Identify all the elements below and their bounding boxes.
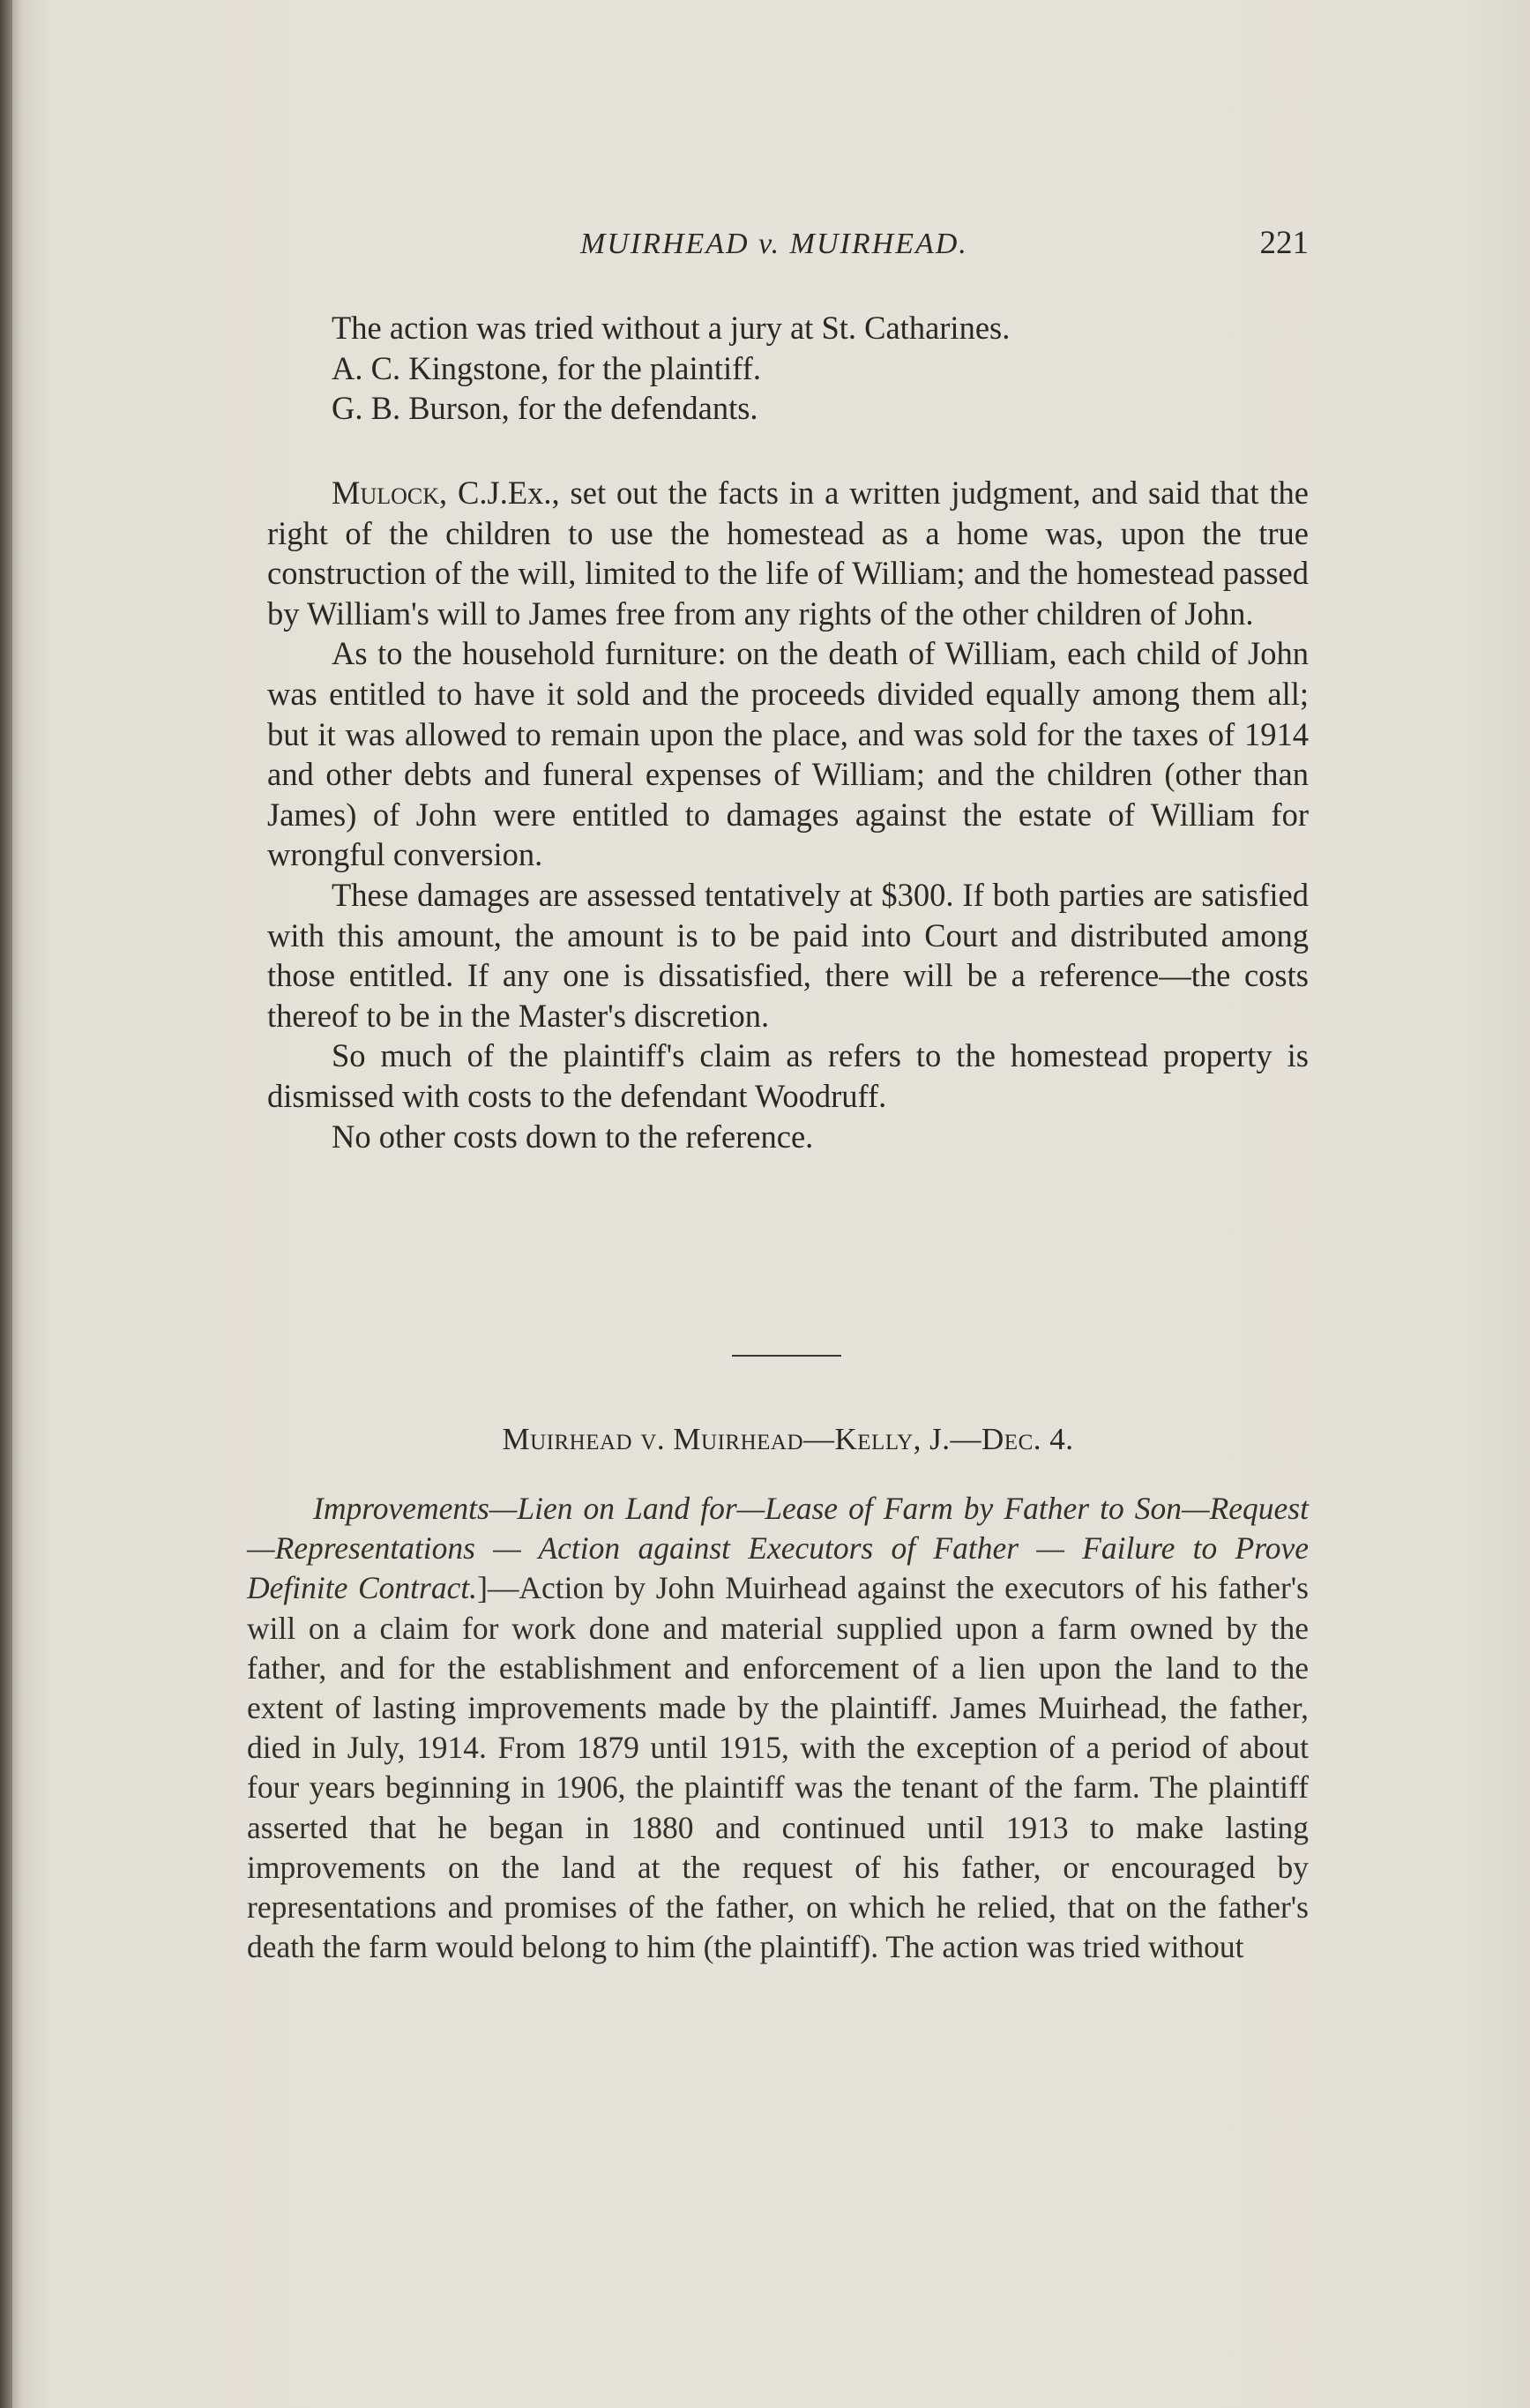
section-divider xyxy=(732,1355,841,1357)
judgment-body xyxy=(267,473,1309,1156)
book-spine-shadow xyxy=(0,0,12,2408)
case-heading: Muirhead v. Muirhead—Kelly, J.—Dec. 4. xyxy=(502,1422,1074,1456)
defendants-counsel-line: G. B. Burson, for the defendants. xyxy=(332,390,758,427)
running-head xyxy=(328,221,1309,273)
page-number: 221 xyxy=(1259,225,1309,261)
trial-line: The action was tried without a jury at St. Catharines. xyxy=(332,310,1011,346)
judgment-paragraph: No other costs down to the reference. xyxy=(332,1118,814,1155)
judge-name: Mulock xyxy=(332,475,440,511)
judgment-paragraph: As to the household furniture: on the death of William, each child of John was entitled to have it sold and the proceeds divided equally among them all; but it was allowed to remain upon the place, and was sold for the taxes of 1914 and other debts and funeral expenses of William; and the children (other than James) of John were entitled to damages against the estate of William for wrongful conversion. xyxy=(267,635,1309,873)
headnote-subject: Improvements—Lien on Land for—Lease of Farm by Father to Son—Request—Representations — Action against Executors of Father — Failure to Prove Definite Contract. xyxy=(247,1491,1309,1606)
judgment-paragraph: Mulock, C.J.Ex., set out the facts in a written judgment, and said that the right of the children to use the homestead as a home was, upon the true construction of the will, limited to the life of William; and the homestead passed by William's will to James free from any rights of the other children of John. xyxy=(267,475,1309,632)
judgment-paragraph: So much of the plaintiff's claim as refers to the homestead property is dismissed with costs to the defendant Woodruff. xyxy=(267,1037,1309,1114)
running-title: MUIRHEAD v. MUIRHEAD. xyxy=(580,228,968,260)
case-headnote xyxy=(247,1489,1309,1967)
headnote-text: ]—Action by John Muirhead against the executors of his father's will on a claim for work done and material supplied upon a farm owned by the father, and for the establishment and enforcement of a lien upon the land to the extent of lasting improvements made by the plaintiff. James Muirhead, the father, died in July, 1914. From 1879 until 1915, with the exception of a period of about four years beginning in 1906, the plaintiff was the tenant of the farm. The plaintiff asserted that he began in 1880 and continued until 1913 to make lasting improvements on the land at the request of his father, or encouraged by representations and promises of the father, on which he relied, that on the father's death the farm would belong to him (the plaintiff). The action was tried without xyxy=(247,1570,1309,1965)
judgment-paragraph: These damages are assessed tentatively at $300. If both parties are satisfied with this amount, the amount is to be paid into Court and distributed among those entitled. If any one is dissatisfied, there will be a reference—the costs thereof to be in the Master's discretion. xyxy=(267,876,1309,1034)
counsel-block xyxy=(332,308,1010,429)
plaintiff-counsel-line: A. C. Kingstone, for the plaintiff. xyxy=(332,349,761,386)
